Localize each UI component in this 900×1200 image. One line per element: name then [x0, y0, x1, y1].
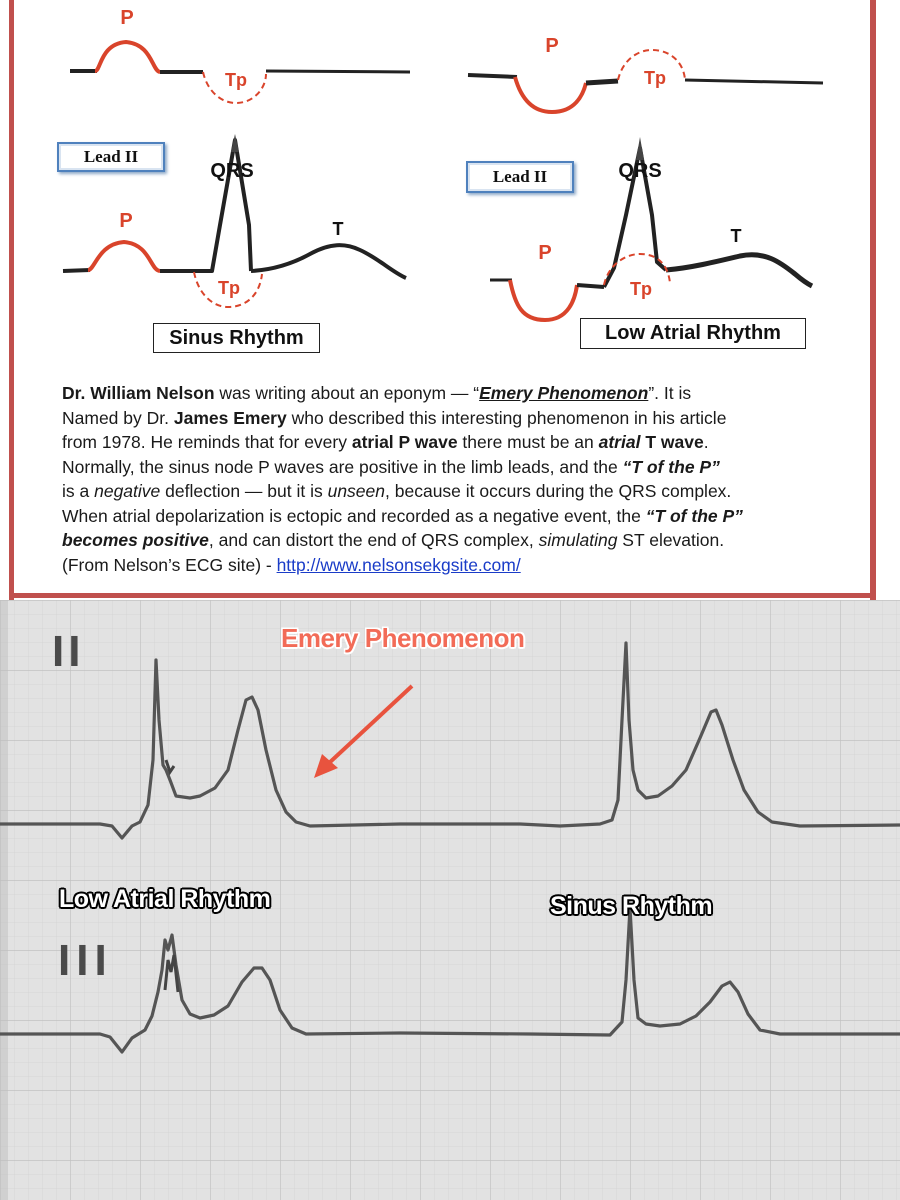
lead-ii-label: II — [52, 627, 85, 676]
low-atrial-p-label: P — [538, 242, 552, 264]
sinus-qrs-label: QRS — [210, 160, 254, 182]
description-line: Dr. William Nelson was writing about an eponym — “Emery Phenomenon”. It is — [62, 383, 692, 403]
low-atrial-rhythm-ecg-label: Low Atrial Rhythm — [59, 885, 271, 913]
lead-iii-label: III — [58, 936, 113, 985]
left-p-wave-diagram — [70, 7, 410, 103]
right-top-tp-label: Tp — [644, 68, 666, 88]
low-atrial-tp-label: Tp — [630, 279, 652, 299]
low-atrial-st-t-wave — [666, 255, 812, 286]
description-line: from 1978. He reminds that for every atrial P wave there must be an atrial T wave. — [62, 432, 709, 452]
sinus-p-label: P — [119, 210, 133, 232]
right-top-end-baseline — [685, 80, 823, 83]
panel-border-bottom — [9, 593, 876, 598]
low-atrial-pr-segment — [577, 285, 604, 287]
left-top-end-baseline — [266, 71, 410, 72]
nelson-ecg-site-link[interactable]: http://www.nelsonsekgsite.com/ — [276, 554, 521, 575]
description-line: Normally, the sinus node P waves are positive in the limb leads, and the “T of the P” — [62, 456, 720, 477]
description-line: Named by Dr. James Emery who described this interesting phenomenon in his article — [62, 407, 727, 428]
description-line: becomes positive, and can distort the end of QRS complex, simulating ST elevation. — [62, 530, 725, 550]
description-line: (From Nelson’s ECG site) - http://www.nelsonsekgsite.com/ — [62, 554, 521, 575]
low-atrial-rhythm-label-box: Low Atrial Rhythm — [580, 318, 806, 349]
eponym-text: Emery Phenomenon — [479, 383, 649, 403]
left-top-p-wave — [95, 42, 160, 72]
low-atrial-p-wave — [510, 280, 577, 320]
author-name: Dr. William Nelson — [62, 383, 215, 403]
low-atrial-qrs-label: QRS — [618, 160, 662, 182]
sinus-baseline-start — [63, 270, 90, 271]
sinus-tp-label: Tp — [218, 278, 240, 298]
sinus-r-peak — [231, 134, 239, 152]
sinus-st-t-wave — [251, 245, 406, 278]
left-top-tp-label: Tp — [225, 70, 247, 90]
right-top-p-wave — [515, 77, 586, 112]
sinus-t-label: T — [332, 219, 344, 239]
description-line: is a negative deflection — but it is unseen, because it occurs during the QRS complex. — [62, 481, 732, 501]
description-text — [62, 381, 862, 577]
sinus-p-wave — [88, 242, 160, 271]
right-lead-label-box: Lead II — [466, 161, 574, 193]
low-atrial-t-label: T — [730, 226, 742, 246]
describer-name: James Emery — [173, 407, 287, 428]
left-top-p-label: P — [120, 7, 134, 29]
emery-phenomenon-annotation: Emery Phenomenon — [281, 623, 525, 653]
low-atrial-r-peak — [636, 137, 644, 160]
sinus-rhythm-ecg-label: Sinus Rhythm — [550, 892, 713, 920]
right-top-mid-baseline — [586, 81, 618, 83]
right-p-wave-diagram — [468, 35, 823, 112]
right-top-baseline — [468, 75, 517, 77]
ecg-left-edge — [0, 600, 8, 1200]
right-top-p-label: P — [545, 35, 559, 57]
sinus-rhythm-label-box: Sinus Rhythm — [153, 323, 320, 353]
description-line: When atrial depolarization is ectopic and recorded as a negative event, the “T of the P” — [62, 505, 743, 526]
left-lead-label-box: Lead II — [57, 142, 165, 172]
